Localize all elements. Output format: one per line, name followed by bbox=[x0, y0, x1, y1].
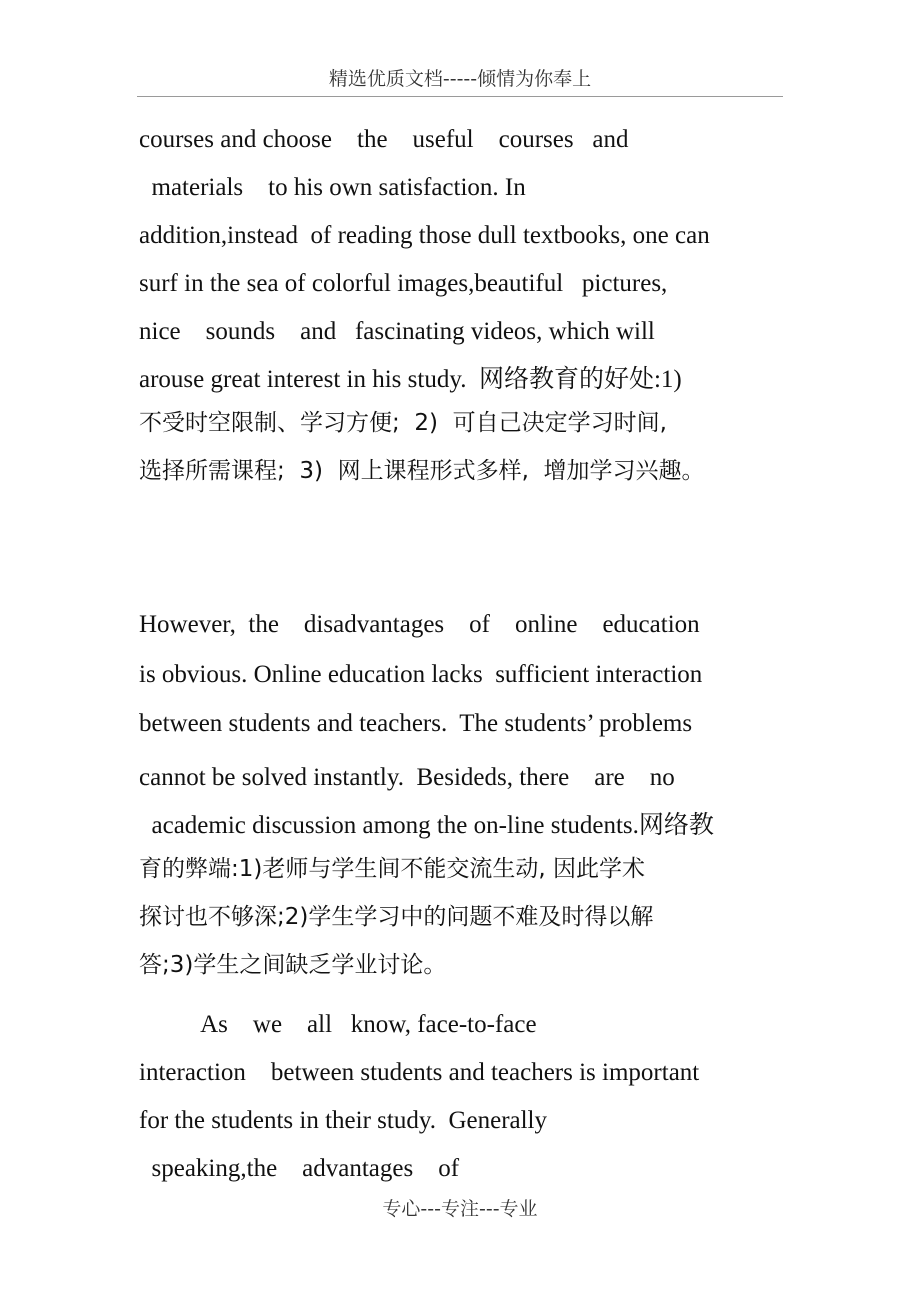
body-line: courses and choose the useful courses and bbox=[139, 126, 629, 153]
body-line-chinese: 选择所需课程; 3) 网上课程形式多样, 增加学习兴趣。 bbox=[139, 458, 705, 484]
body-line-chinese: 答;3)学生之间缺乏学业讨论。 bbox=[139, 952, 447, 978]
body-line: for the students in their study. Generally bbox=[139, 1107, 548, 1134]
body-line: is obvious. Online education lacks sufficient interaction bbox=[139, 661, 703, 688]
body-line-chinese: 不受时空限制、学习方便; 2) 可自己决定学习时间, bbox=[139, 410, 667, 436]
body-line: arouse great interest in his study. 网络教育的好处:1) bbox=[139, 366, 682, 393]
body-line: addition,instead of reading those dull textbooks, one can bbox=[139, 222, 710, 249]
body-line: surf in the sea of colorful images,beautiful pictures, bbox=[139, 270, 668, 297]
page-header: 精选优质文档-----倾情为你奉上 bbox=[137, 64, 783, 97]
body-line: cannot be solved instantly. Besideds, there are no bbox=[139, 764, 675, 791]
body-line: academic discussion among the on-line students.网络教 bbox=[139, 812, 714, 839]
body-line: As we all know, face-to-face bbox=[139, 1011, 537, 1038]
body-line-chinese: 探讨也不够深;2)学生学习中的问题不难及时得以解 bbox=[139, 904, 654, 930]
body-line-chinese: 育的弊端:1)老师与学生间不能交流生动, 因此学术 bbox=[139, 856, 645, 882]
body-line: speaking,the advantages of bbox=[139, 1155, 460, 1182]
body-line: between students and teachers. The students’ problems bbox=[139, 710, 693, 737]
body-line: interaction between students and teachers is important bbox=[139, 1059, 700, 1086]
body-line: materials to his own satisfaction. In bbox=[139, 174, 526, 201]
body-line: However, the disadvantages of online education bbox=[139, 611, 700, 638]
page-footer: 专心---专注---专业 bbox=[382, 1198, 538, 1220]
body-line: nice sounds and fascinating videos, which will bbox=[139, 318, 655, 345]
